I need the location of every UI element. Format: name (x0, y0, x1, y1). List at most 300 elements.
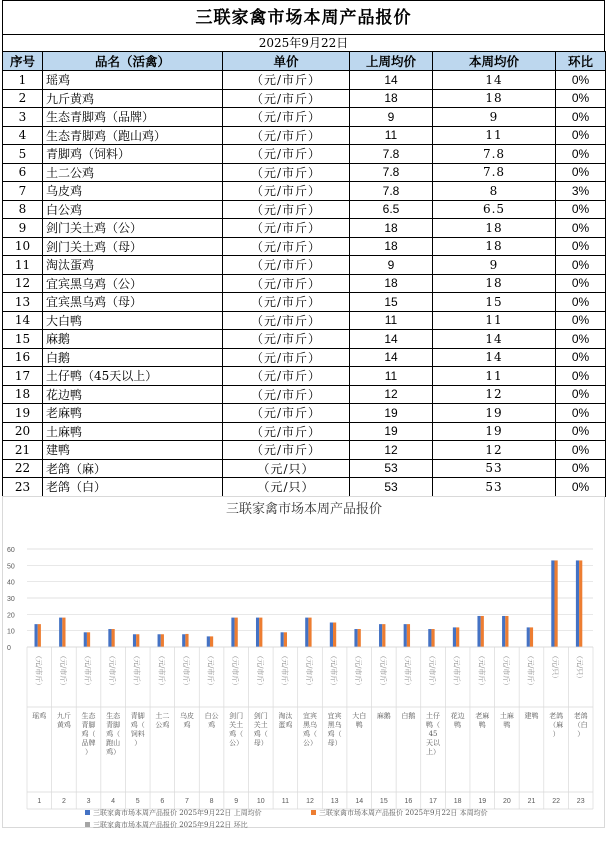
cell-last: 53 (350, 478, 433, 497)
cell-last: 7.8 (350, 182, 433, 201)
cell-name: 剑门关土鸡（公） (43, 219, 223, 238)
category-name-label: 剑门关土鸡（公） (229, 712, 244, 747)
cell-chg: 0% (556, 404, 606, 423)
bar-series-1-23 (576, 560, 579, 647)
cell-no: 4 (3, 126, 43, 145)
cell-unit: （元/市斤） (223, 348, 350, 367)
category-unit-label: （元/市斤） (58, 652, 67, 690)
cell-no: 3 (3, 108, 43, 127)
category-name-label: 土仔鸭（ 45 天以上） (426, 712, 441, 756)
legend-label-series-3: 三联家禽市场本周产品报价 2025年9月22日 环比 (93, 821, 248, 829)
bar-series-1-22 (551, 560, 554, 647)
cell-last: 18 (350, 89, 433, 108)
category-number-label: 4 (111, 798, 116, 805)
table-row (3, 219, 606, 238)
cell-no: 21 (3, 441, 43, 460)
bar-series-1-2 (59, 618, 62, 647)
cell-cur: 11 (433, 311, 556, 330)
category-unit-label: （元/市斤） (501, 652, 510, 690)
bar-series-2-5 (136, 634, 139, 647)
cell-no: 8 (3, 200, 43, 219)
y-tick-label: 20 (7, 612, 15, 620)
category-unit-label: （元/市斤） (403, 652, 412, 690)
cell-chg: 0% (556, 441, 606, 460)
legend-label-series-1: 三联家禽市场本周产品报价 2025年9月22日 上周均价 (93, 809, 262, 817)
bar-series-2-2 (62, 618, 65, 647)
table-row (3, 200, 606, 219)
category-unit-label: （元/市斤） (305, 652, 313, 690)
cell-cur: 9 (433, 108, 556, 127)
category-name-label: 淘汰蛋鸡 (278, 712, 293, 729)
cell-no: 15 (3, 330, 43, 349)
bar-series-1-15 (379, 624, 382, 647)
legend-swatch-series-1 (85, 810, 90, 815)
cell-name: 土二公鸡 (43, 163, 223, 182)
bar-series-2-11 (284, 632, 287, 647)
cell-no: 2 (3, 89, 43, 108)
cell-unit: （元/市斤） (223, 108, 350, 127)
cell-unit: （元/市斤） (223, 237, 350, 256)
category-unit-label: （元/只） (551, 652, 560, 683)
table-body (3, 71, 606, 497)
bar-series-2-16 (407, 624, 410, 647)
bar-series-2-17 (431, 629, 434, 647)
cell-unit: （元/市斤） (223, 145, 350, 164)
category-number-label: 11 (281, 798, 290, 805)
bar-series-1-10 (256, 618, 259, 647)
cell-last: 19 (350, 404, 433, 423)
cell-chg: 0% (556, 163, 606, 182)
cell-last: 7.8 (350, 163, 433, 182)
table-row (3, 145, 606, 164)
cell-cur: 18 (433, 89, 556, 108)
cell-chg: 0% (556, 219, 606, 238)
cell-chg: 0% (556, 256, 606, 275)
cell-name: 乌皮鸡 (43, 182, 223, 201)
category-name-label: 建鸭 (524, 712, 539, 720)
cell-no: 1 (3, 71, 43, 90)
category-name-label: 宜宾黑乌鸡（母） (327, 712, 342, 747)
table-row (3, 108, 606, 127)
cell-unit: （元/市斤） (223, 200, 350, 219)
category-name-label: 白公鸡 (204, 712, 219, 729)
category-name-label: 生态青脚鸡（跑山鸡） (106, 712, 121, 756)
chart-panel (2, 496, 605, 828)
cell-chg: 3% (556, 182, 606, 201)
table-row (3, 385, 606, 404)
cell-name: 土仔鸭（45天以上） (43, 367, 223, 386)
category-number-label: 6 (160, 798, 165, 805)
bar-series-2-4 (112, 629, 115, 647)
cell-last: 12 (350, 385, 433, 404)
bar-series-1-6 (158, 634, 161, 647)
y-tick-label: 40 (7, 579, 15, 587)
category-number-label: 10 (256, 798, 265, 805)
cell-last: 14 (350, 348, 433, 367)
cell-name: 瑶鸡 (43, 71, 223, 90)
cell-cur: 19 (433, 404, 556, 423)
category-unit-label: （元/市斤） (108, 652, 117, 690)
table-row (3, 89, 606, 108)
cell-unit: （元/市斤） (223, 182, 350, 201)
category-number-label: 19 (478, 798, 487, 805)
price-sheet (2, 0, 605, 497)
cell-unit: （元/市斤） (223, 89, 350, 108)
cell-unit: （元/市斤） (223, 404, 350, 423)
category-unit-label: （元/市斤） (231, 652, 240, 690)
cell-cur: 7.8 (433, 163, 556, 182)
cell-unit: （元/市斤） (223, 256, 350, 275)
category-number-label: 1 (37, 798, 42, 805)
cell-cur: 14 (433, 330, 556, 349)
bar-series-1-1 (35, 624, 38, 647)
table-row (3, 367, 606, 386)
category-number-label: 15 (379, 798, 388, 805)
sheet-date: 2025年9月22日 (2, 34, 605, 51)
cell-last: 11 (350, 126, 433, 145)
col-header-no: 序号 (3, 52, 43, 71)
sheet-title: 三联家禽市场本周产品报价 (2, 0, 605, 34)
category-number-label: 20 (502, 798, 511, 805)
bar-series-1-16 (404, 624, 407, 647)
cell-name: 大白鸭 (43, 311, 223, 330)
cell-unit: （元/市斤） (223, 293, 350, 312)
bar-series-2-7 (185, 634, 188, 647)
cell-name: 淘汰蛋鸡 (43, 256, 223, 275)
cell-no: 7 (3, 182, 43, 201)
cell-cur: 14 (433, 348, 556, 367)
cell-name: 土麻鸭 (43, 422, 223, 441)
category-name-label: 青脚鸡（饲料） (130, 712, 145, 747)
cell-no: 17 (3, 367, 43, 386)
col-header-last: 上周均价 (350, 52, 433, 71)
bar-series-1-11 (281, 632, 284, 647)
cell-last: 11 (350, 367, 433, 386)
category-unit-label: （元/市斤） (428, 652, 437, 690)
col-header-unit: 单价 (223, 52, 350, 71)
cell-unit: （元/只） (223, 459, 350, 478)
cell-name: 生态青脚鸡（跑山鸡） (43, 126, 223, 145)
cell-name: 老鸽（白） (43, 478, 223, 497)
table-row (3, 182, 606, 201)
cell-chg: 0% (556, 293, 606, 312)
cell-last: 9 (350, 108, 433, 127)
cell-name: 花边鸭 (43, 385, 223, 404)
table-row (3, 237, 606, 256)
table-row (3, 478, 606, 497)
category-number-label: 7 (185, 798, 189, 805)
cell-chg: 0% (556, 126, 606, 145)
bar-series-1-4 (108, 629, 111, 647)
bar-series-2-21 (530, 627, 533, 647)
category-unit-label: （元/市斤） (452, 652, 461, 690)
cell-chg: 0% (556, 108, 606, 127)
category-unit-label: （元/市斤） (34, 652, 43, 690)
category-unit-label: （元/市斤） (378, 652, 387, 690)
category-unit-label: （元/市斤） (280, 652, 289, 690)
cell-no: 16 (3, 348, 43, 367)
cell-no: 11 (3, 256, 43, 275)
table-row (3, 293, 606, 312)
cell-chg: 0% (556, 330, 606, 349)
bar-series-2-12 (308, 618, 311, 647)
category-unit-label: （元/市斤） (329, 652, 338, 690)
category-unit-label: （元/市斤） (132, 652, 141, 690)
bar-series-2-15 (382, 624, 385, 647)
table-row (3, 126, 606, 145)
cell-name: 九斤黄鸡 (43, 89, 223, 108)
bar-series-2-18 (456, 627, 459, 647)
category-number-label: 17 (429, 798, 437, 805)
cell-cur: 19 (433, 422, 556, 441)
cell-chg: 0% (556, 237, 606, 256)
cell-no: 20 (3, 422, 43, 441)
table-row (3, 422, 606, 441)
cell-unit: （元/市斤） (223, 441, 350, 460)
cell-chg: 0% (556, 385, 606, 404)
bar-series-1-14 (354, 629, 357, 647)
cell-no: 22 (3, 459, 43, 478)
category-name-label: 老鸽（麻） (549, 712, 564, 738)
table-row (3, 274, 606, 293)
cell-cur: 9 (433, 256, 556, 275)
category-number-label: 12 (306, 798, 314, 805)
cell-chg: 0% (556, 311, 606, 330)
cell-unit: （元/市斤） (223, 422, 350, 441)
cell-cur: 15 (433, 293, 556, 312)
category-unit-label: （元/市斤） (83, 652, 92, 690)
cell-last: 53 (350, 459, 433, 478)
cell-unit: （元/只） (223, 478, 350, 497)
cell-cur: 6.5 (433, 200, 556, 219)
bar-series-1-13 (330, 623, 333, 648)
category-unit-label: （元/市斤） (354, 652, 363, 690)
cell-name: 麻鹅 (43, 330, 223, 349)
cell-unit: （元/市斤） (223, 330, 350, 349)
cell-cur: 18 (433, 274, 556, 293)
cell-last: 15 (350, 293, 433, 312)
cell-cur: 11 (433, 367, 556, 386)
cell-last: 12 (350, 441, 433, 460)
bar-series-2-8 (210, 636, 213, 647)
price-table (2, 51, 606, 497)
cell-last: 18 (350, 274, 433, 293)
y-tick-label: 10 (7, 628, 15, 636)
category-number-label: 13 (330, 798, 339, 805)
bar-series-2-22 (554, 560, 557, 647)
cell-chg: 0% (556, 367, 606, 386)
cell-unit: （元/市斤） (223, 311, 350, 330)
legend-swatch-series-2 (311, 810, 316, 815)
table-row (3, 330, 606, 349)
bar-series-2-3 (87, 632, 90, 647)
table-row (3, 163, 606, 182)
y-tick-label: 0 (7, 645, 11, 652)
category-unit-label: （元/市斤） (526, 652, 535, 690)
bar-series-1-9 (231, 618, 234, 647)
cell-name: 白公鸡 (43, 200, 223, 219)
cell-chg: 0% (556, 348, 606, 367)
chart-title: 三联家禽市场本周产品报价 (225, 502, 383, 517)
bar-series-1-5 (133, 634, 136, 647)
cell-last: 19 (350, 422, 433, 441)
col-header-cur: 本周均价 (433, 52, 556, 71)
cell-last: 14 (350, 71, 433, 90)
category-name-label: 生态青脚鸡（品牌） (81, 712, 96, 756)
cell-chg: 0% (556, 71, 606, 90)
bar-series-2-6 (161, 634, 164, 647)
category-unit-label: （元/市斤） (157, 652, 166, 690)
category-name-label: 麻鹅 (376, 712, 391, 720)
category-name-label: 花边鸭 (450, 712, 465, 729)
bar-series-1-7 (182, 634, 185, 647)
col-header-name: 品名（活禽） (43, 52, 223, 71)
cell-last: 18 (350, 219, 433, 238)
cell-no: 10 (3, 237, 43, 256)
category-number-label: 2 (61, 798, 66, 805)
cell-cur: 11 (433, 126, 556, 145)
category-number-label: 18 (453, 798, 462, 805)
cell-no: 14 (3, 311, 43, 330)
cell-name: 宜宾黑乌鸡（公） (43, 274, 223, 293)
cell-last: 7.8 (350, 145, 433, 164)
cell-last: 6.5 (350, 200, 433, 219)
category-number-label: 8 (209, 798, 214, 805)
cell-cur: 18 (433, 219, 556, 238)
bar-series-1-21 (527, 627, 530, 647)
category-name-label: 白鹅 (401, 712, 416, 720)
cell-unit: （元/市斤） (223, 385, 350, 404)
category-name-label: 大白鸭 (352, 712, 367, 729)
y-tick-label: 50 (7, 563, 15, 571)
cell-cur: 7.8 (433, 145, 556, 164)
table-row (3, 71, 606, 90)
bar-chart (3, 497, 606, 829)
cell-cur: 18 (433, 237, 556, 256)
bar-series-1-19 (477, 616, 480, 647)
cell-unit: （元/市斤） (223, 367, 350, 386)
cell-chg: 0% (556, 422, 606, 441)
cell-no: 9 (3, 219, 43, 238)
category-number-label: 23 (576, 798, 585, 805)
category-name-label: 乌皮鸡 (179, 712, 194, 729)
cell-name: 生态青脚鸡（品牌） (43, 108, 223, 127)
category-name-label: 土麻鸭 (499, 712, 514, 729)
cell-no: 19 (3, 404, 43, 423)
table-row (3, 348, 606, 367)
cell-last: 9 (350, 256, 433, 275)
cell-unit: （元/市斤） (223, 126, 350, 145)
cell-last: 11 (350, 311, 433, 330)
bar-series-1-3 (84, 632, 87, 647)
cell-no: 5 (3, 145, 43, 164)
bar-series-2-1 (38, 624, 41, 647)
cell-chg: 0% (556, 145, 606, 164)
category-number-label: 5 (135, 798, 140, 805)
category-unit-label: （元/市斤） (206, 652, 215, 690)
table-row (3, 256, 606, 275)
cell-name: 剑门关土鸡（母） (43, 237, 223, 256)
category-name-label: 九斤黄鸡 (56, 712, 71, 729)
category-name-label: 老麻鸭 (475, 712, 490, 729)
category-unit-label: （元/市斤） (255, 652, 264, 690)
y-tick-label: 60 (7, 547, 15, 554)
legend-swatch-series-3 (85, 822, 90, 827)
cell-last: 18 (350, 237, 433, 256)
bar-series-2-13 (333, 623, 336, 648)
category-number-label: 22 (552, 798, 560, 805)
cell-cur: 12 (433, 385, 556, 404)
bar-series-2-19 (481, 616, 484, 647)
col-header-chg: 环比 (556, 52, 606, 71)
cell-unit: （元/市斤） (223, 163, 350, 182)
cell-name: 白鹅 (43, 348, 223, 367)
cell-chg: 0% (556, 459, 606, 478)
bar-series-1-17 (428, 629, 431, 647)
cell-chg: 0% (556, 274, 606, 293)
table-row (3, 441, 606, 460)
cell-last: 14 (350, 330, 433, 349)
bar-series-2-14 (358, 629, 361, 647)
cell-no: 23 (3, 478, 43, 497)
cell-cur: 14 (433, 71, 556, 90)
category-number-label: 21 (527, 798, 536, 805)
category-name-label: 老鸽（白） (573, 712, 588, 738)
cell-name: 老鸽（麻） (43, 459, 223, 478)
cell-no: 6 (3, 163, 43, 182)
cell-cur: 12 (433, 441, 556, 460)
bar-series-2-23 (579, 560, 582, 647)
cell-no: 12 (3, 274, 43, 293)
category-name-label: 瑶鸡 (32, 712, 47, 720)
table-header-row (3, 52, 606, 71)
cell-unit: （元/市斤） (223, 71, 350, 90)
legend-label-series-2: 三联家禽市场本周产品报价 2025年9月22日 本周均价 (319, 809, 488, 817)
category-unit-label: （元/只） (575, 652, 584, 683)
table-row (3, 404, 606, 423)
category-number-label: 14 (355, 798, 364, 805)
cell-chg: 0% (556, 478, 606, 497)
bar-series-1-18 (453, 627, 456, 647)
table-row (3, 459, 606, 478)
cell-cur: 8 (433, 182, 556, 201)
cell-name: 建鸭 (43, 441, 223, 460)
bar-series-2-10 (259, 618, 262, 647)
category-number-label: 3 (86, 798, 91, 805)
category-name-label: 土二公鸡 (155, 712, 170, 729)
cell-unit: （元/市斤） (223, 274, 350, 293)
bar-series-1-20 (502, 616, 505, 647)
bar-series-2-20 (505, 616, 508, 647)
category-number-label: 16 (404, 798, 413, 805)
category-unit-label: （元/市斤） (477, 652, 486, 690)
bar-series-1-8 (207, 636, 210, 647)
cell-name: 青脚鸡（饲料） (43, 145, 223, 164)
bar-series-1-12 (305, 618, 308, 647)
cell-name: 老麻鸭 (43, 404, 223, 423)
cell-cur: 53 (433, 478, 556, 497)
category-number-label: 9 (234, 798, 239, 805)
cell-unit: （元/市斤） (223, 219, 350, 238)
cell-chg: 0% (556, 200, 606, 219)
cell-name: 宜宾黑乌鸡（母） (43, 293, 223, 312)
cell-chg: 0% (556, 89, 606, 108)
cell-no: 18 (3, 385, 43, 404)
cell-cur: 53 (433, 459, 556, 478)
category-name-label: 宜宾黑乌鸡（公） (303, 712, 317, 747)
table-row (3, 311, 606, 330)
category-name-label: 剑门关土鸡（母） (253, 712, 268, 747)
